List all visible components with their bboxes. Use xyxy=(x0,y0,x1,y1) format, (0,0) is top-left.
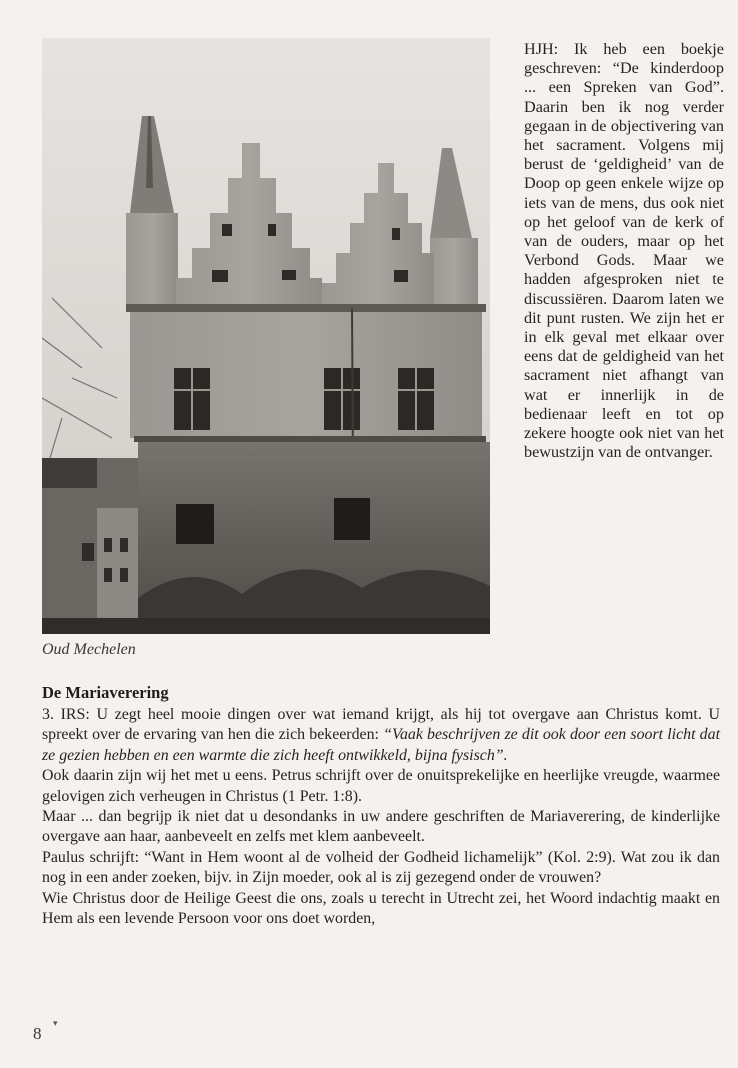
interview-answer-text: HJH: Ik heb een boekje geschreven: “De kinderdoop ... een Spreken van God”. Daarin ben ik nog verder gegaan in de objectivering van het sacrament. Volgens mij berust de ‘geldigheid’ van de Doop op geen enkele wijze op iets van de mens, dus ook niet op het geloof van de kerk of van de ouders, maar op het Verbond Gods. Maar we hadden afgesproken niet te discussiëren. Daarom laten we dit punt rusten. We zijn het er in elk geval met elkaar over eens dat de geldigheid van het sacrament niet afhangt van wat er innerlijk in de bedienaar leeft en tot op zekere hoogte ook niet van het bewustzijn van de ontvanger. xyxy=(524,40,724,462)
interview-answer-column xyxy=(524,40,724,462)
paragraph-5: Wie Christus door de Heilige Geest die ons, zoals u terecht in Utrecht zei, het Woord indachtig maakt en Hem als een levende Persoon voor ons doet worden, xyxy=(42,889,720,928)
section-heading: De Mariaverering xyxy=(42,683,169,702)
paragraph-1-quote: “Vaak beschrijven ze dit ook door een soort licht dat ze gezien hebben en een warmte die zich heeft ontwikkeld, bijna fysisch”. xyxy=(42,726,720,764)
section-body xyxy=(42,705,720,929)
building-photo xyxy=(42,38,490,634)
page-mark: ▾ xyxy=(53,1018,58,1028)
paragraph-1 xyxy=(42,705,720,766)
paragraph-4: Paulus schrijft: “Want in Hem woont al de volheid der Godheid lichamelijk” (Kol. 2:9). Wat zou ik dan nog in een ander zoeken, bijv. in Zijn moeder, ook al is zij gezegend onder de vrouwen? xyxy=(42,848,720,887)
paragraph-2: Ook daarin zijn wij het met u eens. Petrus schrijft over de onuitsprekelijke en heerlijke vreugde, waarmee gelovigen zich verheugen in Christus (1 Petr. 1:8). xyxy=(42,767,720,805)
paragraph-3: Maar ... dan begrijp ik niet dat u desondanks in uw andere geschriften de Mariaverering, de kinderlijke overgave aan haar, aanbeveelt en zelfs met klem aanbeveelt. xyxy=(42,808,720,846)
photo-caption: Oud Mechelen xyxy=(42,641,136,658)
photo-graphic xyxy=(42,38,490,634)
page-number: 8 xyxy=(33,1024,42,1043)
paragraph-1-intro: 3. IRS: U zegt heel mooie dingen over wat iemand krijgt, als hij tot overgave aan Christus komt. U spreekt over de ervaring van hen die zich bekeerden: xyxy=(42,706,720,744)
